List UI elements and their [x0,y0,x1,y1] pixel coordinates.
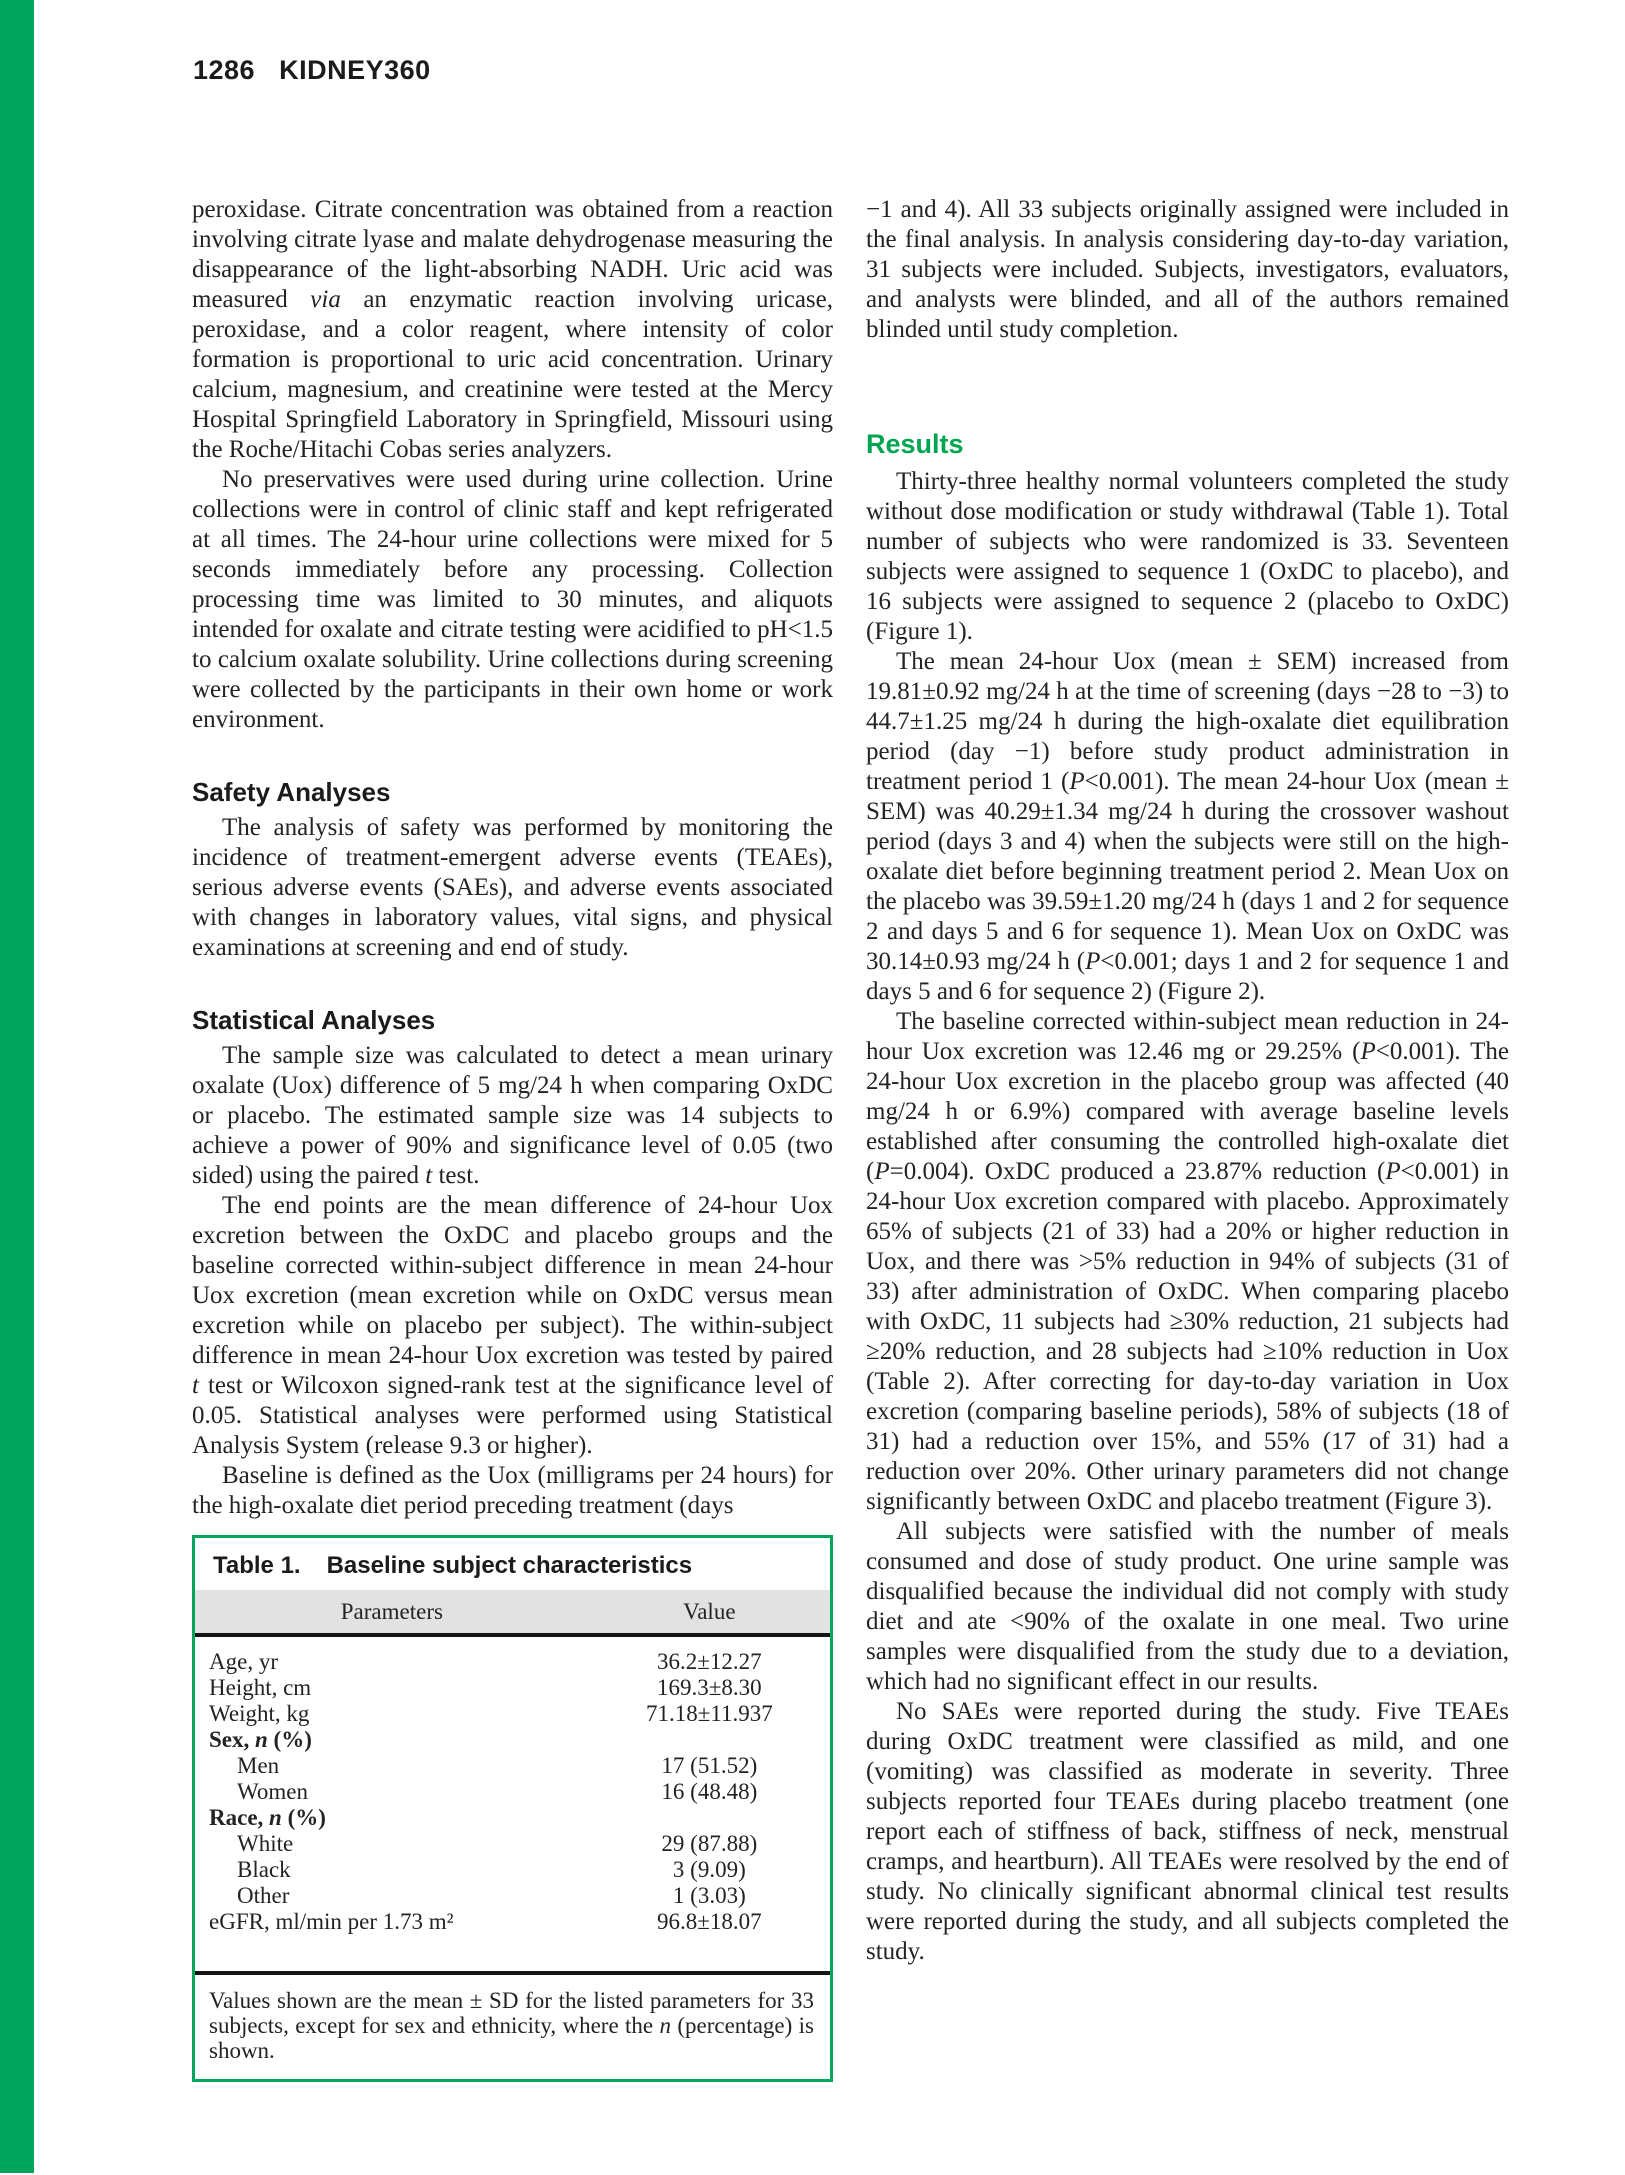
paragraph-blinding-continuation: −1 and 4). All 33 subjects originally assigned were included in the final analysis. In analysis considering day-to-day variation, 31 subjects were included. Subjects, investigators, evaluators, and analysts were blinded, and all of the authors remained blinded until study completion. [866,196,1509,343]
param-cell: eGFR, ml/min per 1.73 m² [209,1909,454,1934]
value-cell: 71.18±11.937 [645,1701,773,1726]
value-cell: 3 (9.09) [672,1857,746,1882]
left-column [192,195,833,2082]
table-title-label: Table 1. [213,1552,301,1579]
table-header-row [195,1590,830,1637]
table-row-race-group [195,1805,830,1831]
table-row-men [195,1753,830,1779]
left-accent-bar [0,0,34,2173]
value-cell: 29 (87.88) [661,1831,758,1856]
table-row-egfr [195,1909,830,1935]
table-row-white [195,1831,830,1857]
section-heading-results: Results [866,429,964,459]
param-cell: Men [237,1753,280,1778]
column-header-value: Value [683,1599,736,1624]
table-row-height [195,1675,830,1701]
value-cell: 1 (3.03) [672,1883,746,1908]
param-cell: Sex, n (%) [209,1727,312,1752]
section-heading-statistical-analyses: Statistical Analyses [192,1005,436,1035]
paragraph-results-satisfaction: All subjects were satisfied with the number of meals consumed and dose of study product. One urine sample was disqualified because the individual did not comply with study diet and ate <90% of the oxalate in one meal. Two urine samples were disqualified from the study due to a deviation, which had no significant effect in our results. [866,1518,1509,1695]
table-row-weight [195,1701,830,1727]
value-cell [589,1727,830,1753]
paragraph-results-enrollment: Thirty-three healthy normal volunteers completed the study without dose modification or study withdrawal (Table 1). Total number of subjects who were randomized is 33. Seventeen subjects were assigned to sequence 1 (OxDC to placebo), and 16 subjects were assigned to sequence 2 (placebo to OxDC) (Figure 1). [866,468,1509,645]
value-cell: 17 (51.52) [661,1753,758,1778]
paragraph-safety-analyses: The analysis of safety was performed by monitoring the incidence of treatment-emergent adverse events (TEAEs), serious adverse events (SAEs), and adverse events associated with changes in laboratory values, vital signs, and physical examinations at screening and end of study. [192,814,833,961]
param-cell: Women [237,1779,308,1804]
value-cell: 96.8±18.07 [657,1909,762,1934]
value-cell: 169.3±8.30 [657,1675,762,1700]
table-title [195,1538,830,1590]
param-cell: Age, yr [209,1649,278,1674]
table-row-black [195,1857,830,1883]
value-cell [589,1805,830,1831]
table-body [195,1637,830,1971]
table-title-text: Baseline subject characteristics [326,1552,693,1579]
table-row-other [195,1883,830,1909]
param-cell: Weight, kg [209,1701,310,1726]
table-row-age [195,1649,830,1675]
journal-name: KIDNEY360 [279,55,431,85]
table-row-sex-group [195,1727,830,1753]
right-column [866,195,1509,1967]
table-baseline-characteristics [192,1535,833,2082]
page-number: 1286 [193,55,256,85]
value-cell: 16 (48.48) [661,1779,758,1804]
paragraph-baseline-definition: Baseline is defined as the Uox (milligrams per 24 hours) for the high-oxalate diet period preceding treatment (days [192,1462,833,1519]
param-cell: White [237,1831,294,1856]
paragraph-sample-size: The sample size was calculated to detect a mean urinary oxalate (Uox) difference of 5 mg/24 h when comparing OxDC or placebo. The estimated sample size was 14 subjects to achieve a power of 90% and significance level of 0.05 (two sided) using the paired t test. [192,1042,833,1189]
value-cell: 36.2±12.27 [657,1649,762,1674]
paragraph-results-reductions: The baseline corrected within-subject mean reduction in 24-hour Uox excretion was 12.46 mg or 29.25% (P<0.001). The 24-hour Uox excretion in the placebo group was affected (40 mg/24 h or 6.9%) compared with average baseline levels established after consuming the controlled high-oxalate diet (P=0.004). OxDC produced a 23.87% reduction (P<0.001) in 24-hour Uox excretion compared with placebo. Approximately 65% of subjects (21 of 33) had a 20% or higher reduction in Uox, and there was >5% reduction in 94% of subjects (31 of 33) after administration of OxDC. When comparing placebo with OxDC, 11 subjects had ≥30% reduction, 21 subjects had ≥20% reduction, and 28 subjects had ≥10% reduction in Uox (Table 2). After correcting for day-to-day variation in Uox excretion (comparing baseline periods), 58% of subjects (18 of 31) had a reduction over 15%, and 55% (17 of 31) had a reduction over 20%. Other urinary parameters did not change significantly between OxDC and placebo treatment (Figure 3). [866,1008,1509,1515]
param-cell: Other [237,1883,290,1908]
paragraph-methods-continuation: peroxidase. Citrate concentration was obtained from a reaction involving citrate lyase and malate dehydrogenase measuring the disappearance of the light-absorbing NADH. Uric acid was measured via an enzymatic reaction involving uricase, peroxidase, and a color reagent, where intensity of color formation is proportional to uric acid concentration. Urinary calcium, magnesium, and creatinine were tested at the Mercy Hospital Springfield Laboratory in Springfield, Missouri using the Roche/Hitachi Cobas series analyzers. [192,196,833,463]
table-row-women [195,1779,830,1805]
paragraph-urine-collection: No preservatives were used during urine collection. Urine collections were in control of clinic staff and kept refrigerated at all times. The 24-hour urine collections were mixed for 5 seconds immediately before any processing. Collection processing time was limited to 30 minutes, and aliquots intended for oxalate and citrate testing were acidified to pH<1.5 to calcium oxalate solubility. Urine collections during screening were collected by the participants in their own home or work environment. [192,466,833,733]
page-header [193,55,431,86]
section-heading-safety-analyses: Safety Analyses [192,777,391,807]
paragraph-results-uox-means: The mean 24-hour Uox (mean ± SEM) increased from 19.81±0.92 mg/24 h at the time of screening (days −28 to −3) to 44.7±1.25 mg/24 h during the high-oxalate diet equilibration period (day −1) before study product administration in treatment period 1 (P<0.001). The mean 24-hour Uox (mean ± SEM) was 40.29±1.34 mg/24 h during the crossover washout period (days 3 and 4) when the subjects were still on the high-oxalate diet before beginning treatment period 2. Mean Uox on the placebo was 39.59±1.20 mg/24 h (days 1 and 2 for sequence 2 and days 5 and 6 for sequence 1). Mean Uox on OxDC was 30.14±0.93 mg/24 h (P<0.001; days 1 and 2 for sequence 1 and days 5 and 6 for sequence 2) (Figure 2). [866,648,1510,1005]
param-cell: Height, cm [209,1675,312,1700]
param-cell: Black [237,1857,291,1882]
table-footnote: Values shown are the mean ± SD for the listed parameters for 33 subjects, except for sex and ethnicity, where the n (percentage) is shown. [195,1971,830,2079]
paragraph-end-points: The end points are the mean difference of 24-hour Uox excretion between the OxDC and placebo groups and the baseline corrected within-subject difference in mean 24-hour Uox excretion (mean excretion while on OxDC versus mean excretion while on placebo per subject). The within-subject difference in mean 24-hour Uox excretion was tested by paired t test or Wilcoxon signed-rank test at the significance level of 0.05. Statistical analyses were performed using Statistical Analysis System (release 9.3 or higher). [192,1192,833,1459]
column-header-parameters: Parameters [340,1599,443,1624]
param-cell: Race, n (%) [209,1805,326,1830]
paragraph-results-safety: No SAEs were reported during the study. Five TEAEs during OxDC treatment were classified as mild, and one (vomiting) was classified as moderate in severity. Three subjects reported four TEAEs during placebo treatment (one report each of stiffness of back, stiffness of neck, menstrual cramps, and heartburn). All TEAEs were resolved by the end of study. No clinically significant abnormal clinical test results were reported during the study, and all subjects completed the study. [866,1698,1509,1965]
